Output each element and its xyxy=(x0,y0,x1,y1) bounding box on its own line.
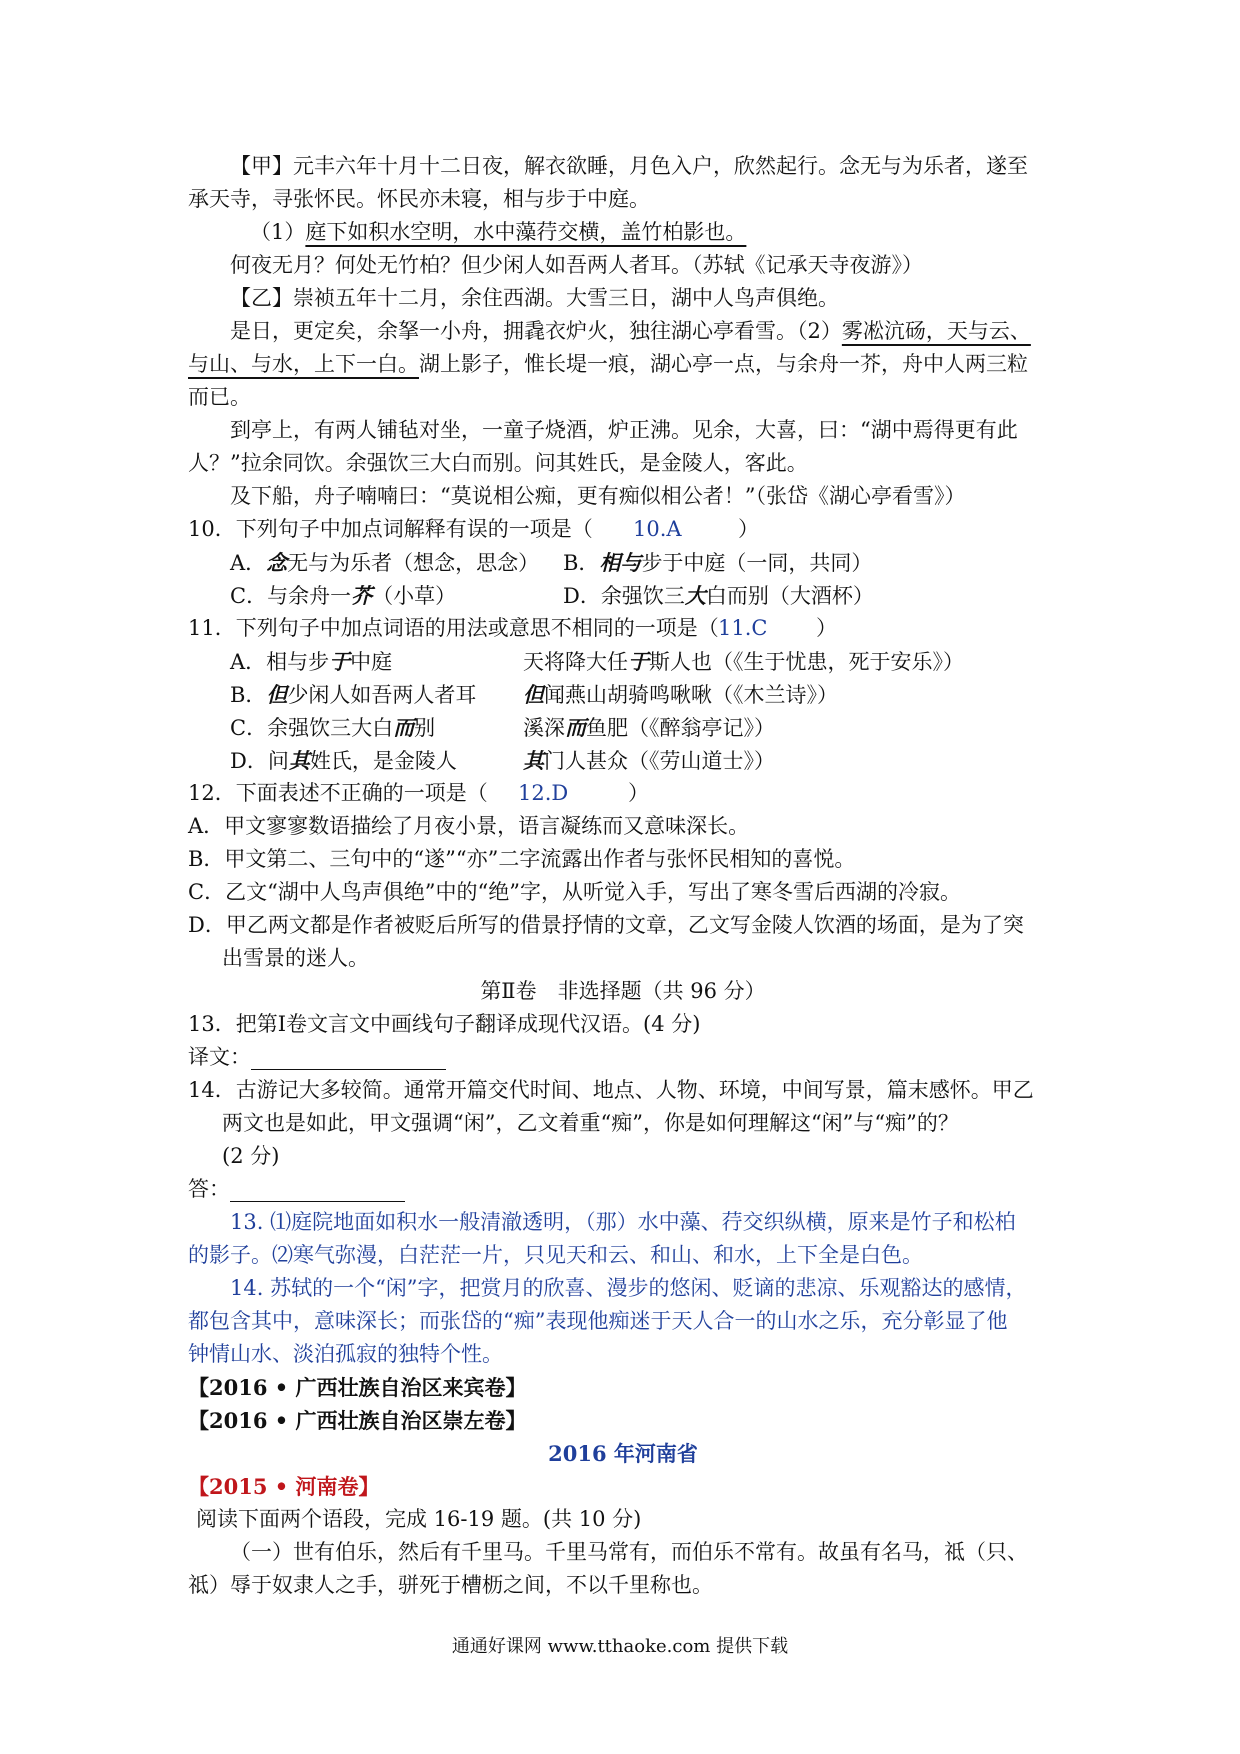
option-text: 步于中庭（一同，共同） xyxy=(641,551,873,575)
question-12-option-b: B．甲文第二、三句中的“遂”“亦”二字流露出作者与张怀民相知的喜悦。 xyxy=(188,847,856,871)
question-11-option-c xyxy=(188,711,1058,744)
question-10-stem xyxy=(188,513,1058,546)
passage-jia-underlined-sentence xyxy=(188,216,1058,249)
option-text: 门人甚众（《劳山道士》） xyxy=(544,749,775,773)
option-text: 别 xyxy=(414,716,436,740)
close-paren: ） xyxy=(628,781,649,805)
passage-yi-line4: 而已。 xyxy=(188,385,251,409)
answer-14-line3: 钟情山水、淡泊孤寂的独特个性。 xyxy=(188,1342,503,1366)
passage-yi-line3 xyxy=(188,348,1058,381)
region-heading-henan-2015: 【2015 • 河南卷】 xyxy=(188,1474,380,1499)
answer-blank[interactable] xyxy=(230,1179,405,1202)
document-body xyxy=(188,150,1058,1602)
henan-intro: 阅读下面两个语段，完成 16-19 题。(共 10 分) xyxy=(196,1507,642,1531)
question-12-option-c: C．乙文“湖中人鸟声俱绝”中的“绝”字，从听觉入手，写出了寒冬雪后西湖的冷寂。 xyxy=(188,880,962,904)
option-text: 天将降大任 xyxy=(523,650,628,674)
underlined-text: 雾凇沆砀，天与云、 xyxy=(841,319,1031,343)
dotted-word: 于 xyxy=(628,649,649,674)
answer-label: 答： xyxy=(188,1177,230,1201)
dotted-word: 而 xyxy=(393,715,415,740)
dotted-word: 相与 xyxy=(599,550,642,575)
answer-key: 10.A xyxy=(633,517,682,541)
passage-yi-line7: 及下船，舟子喃喃曰：“莫说相公痴，更有痴似相公者！”（张岱《湖心亭看雪》） xyxy=(230,484,966,508)
close-paren: ） xyxy=(738,517,759,541)
dotted-word: 而 xyxy=(565,715,586,740)
question-11-option-b xyxy=(188,678,1058,711)
option-d-compare xyxy=(523,744,775,778)
option-text: A．相与步 xyxy=(230,650,330,674)
option-text: 溪深 xyxy=(523,716,565,740)
question-10-options-ab xyxy=(188,546,1058,579)
dotted-word: 其 xyxy=(288,748,310,773)
option-a-compare xyxy=(523,645,964,679)
question-12-option-a: A．甲文寥寥数语描绘了月夜小景，语言凝练而又意味深长。 xyxy=(188,814,750,838)
answer-14-line2: 都包含其中，意味深长；而张岱的“痴”表现他痴迷于天人合一的山水之乐，充分彰显了他 xyxy=(188,1309,1008,1333)
answer-14-line1: 14. 苏轼的一个“闲”字，把赏月的欣喜、漫步的悠闲、贬谪的悲凉、乐观豁达的感情， xyxy=(230,1276,1027,1300)
passage-jia-line2: 承天寺，寻张怀民。怀民亦未寝，相与步于中庭。 xyxy=(188,187,650,211)
answer-13-line2: 的影子。⑵寒气弥漫，白茫茫一片，只见天和云、和山、和水，上下全是白色。 xyxy=(188,1243,923,1267)
passage-yi-line1: 【乙】崇祯五年十二月，余住西湖。大雪三日，湖中人鸟声俱绝。 xyxy=(230,286,839,310)
option-text: 闻燕山胡骑鸣啾啾（《木兰诗》） xyxy=(544,683,838,707)
answer-blank[interactable] xyxy=(251,1047,446,1070)
passage-jia-line1: 【甲】元丰六年十月十二日夜，解衣欲睡，月色入户，欣然起行。念无与为乐者，遂至 xyxy=(230,154,1028,178)
question-11-stem xyxy=(188,612,1058,645)
option-text: D．问 xyxy=(230,749,289,773)
option-text: 斯人也（《生于忧患，死于安乐》） xyxy=(649,650,964,674)
question-12-option-d: D．甲乙两文都是作者被贬后所写的借景抒情的文章，乙文写金陵人饮酒的场面，是为了突 xyxy=(188,913,1024,937)
henan-passage-line2: 祗）辱于奴隶人之手，骈死于槽枥之间，不以千里称也。 xyxy=(188,1573,713,1597)
question-text: 11．下列句子中加点词语的用法或意思不相同的一项是（ xyxy=(188,616,719,640)
page-footer: 通通好课网 www.tthaoke.com 提供下载 xyxy=(451,1636,789,1657)
question-13-answer-line xyxy=(188,1041,1058,1074)
passage-text: 湖上影子，惟长堤一痕，湖心亭一点，与余舟一芥，舟中人两三粒 xyxy=(419,352,1028,376)
answer-key: 11.C xyxy=(718,616,768,640)
option-d xyxy=(563,579,874,613)
question-14-line3: (2 分) xyxy=(222,1144,280,1168)
answer-label: 译文： xyxy=(188,1045,251,1069)
underlined-text: 与山、与水，上下一白。 xyxy=(188,352,419,376)
dotted-word: 大 xyxy=(684,583,706,608)
dotted-word: 但 xyxy=(523,682,544,707)
option-text: 无与为乐者（想念，思念） xyxy=(287,551,540,575)
passage-yi-line6: 人？”拉余同饮。余强饮三大白而别。问其姓氏，是金陵人，客此。 xyxy=(188,451,808,475)
question-text: 12．下面表述不正确的一项是（ xyxy=(188,781,488,805)
answer-13-line1: 13. ⑴庭院地面如积水一般清澈透明，（那）水中藻、荇交织纵横，原来是竹子和松柏 xyxy=(230,1210,1016,1234)
option-text: 白而别（大酒杯） xyxy=(705,584,874,608)
option-text: B． xyxy=(563,551,600,575)
question-11-option-d xyxy=(188,744,1058,777)
dotted-word: 念 xyxy=(266,550,288,575)
region-heading-chongzuo: 【2016 • 广西壮族自治区崇左卷】 xyxy=(188,1408,527,1433)
question-12-stem xyxy=(188,777,1058,810)
passage-yi-line2 xyxy=(188,315,1058,348)
dotted-word: 于 xyxy=(329,649,351,674)
option-text: D．余强饮三 xyxy=(563,584,685,608)
option-text: C．与余舟一 xyxy=(230,584,352,608)
section-heading: 第Ⅱ卷 非选择题（共 96 分） xyxy=(480,979,766,1003)
region-heading-laibin: 【2016 • 广西壮族自治区来宾卷】 xyxy=(188,1375,527,1400)
answer-key: 12.D xyxy=(518,781,569,805)
question-14-line2: 两文也是如此，甲文强调“闲”，乙文着重“痴”，你是如何理解这“闲”与“痴”的？ xyxy=(222,1111,959,1135)
option-text: C．余强饮三大白 xyxy=(230,716,394,740)
passage-yi-line5: 到亭上，有两人铺毡对坐，一童子烧酒，炉正沸。见余，大喜，曰：“湖中焉得更有此 xyxy=(230,418,1018,442)
sentence-number: （1） xyxy=(250,220,306,244)
option-text: B． xyxy=(230,683,267,707)
henan-passage-line1: （一）世有伯乐，然后有千里马。千里马常有，而伯乐不常有。故虽有名马，祗（只、 xyxy=(230,1540,1028,1564)
question-14-line1: 14．古游记大多较简。通常开篇交代时间、地点、人物、环境，中间写景，篇末感怀。甲乙 xyxy=(188,1078,1034,1102)
dotted-word: 但 xyxy=(266,682,288,707)
dotted-word: 其 xyxy=(523,748,544,773)
question-text: 10．下列句子中加点词解释有误的一项是（ xyxy=(188,517,593,541)
option-text: （小草） xyxy=(372,584,457,608)
question-14-answer-line xyxy=(188,1173,1058,1206)
option-b xyxy=(563,546,872,580)
option-b-compare xyxy=(523,678,838,712)
close-paren: ） xyxy=(816,616,837,640)
province-heading: 2016 年河南省 xyxy=(548,1441,698,1466)
option-text: 鱼肥（《醉翁亭记》） xyxy=(586,716,775,740)
passage-jia-line3: 何夜无月？何处无竹柏？但少闲人如吾两人者耳。（苏轼《记承天寺夜游》） xyxy=(230,253,923,277)
option-text: A． xyxy=(230,551,267,575)
option-text: 少闲人如吾两人者耳 xyxy=(287,683,477,707)
dotted-word: 芥 xyxy=(351,583,373,608)
question-12-option-d-cont: 出雪景的迷人。 xyxy=(222,946,369,970)
option-text: 姓氏，是金陵人 xyxy=(309,749,457,773)
option-text: 中庭 xyxy=(350,650,393,674)
question-11-option-a xyxy=(188,645,1058,678)
question-10-options-cd xyxy=(188,579,1058,612)
passage-text: 是日，更定矣，余拏一小舟，拥毳衣炉火，独往湖心亭看雪。（2） xyxy=(230,319,842,343)
option-c-compare xyxy=(523,711,775,745)
question-13-stem: 13．把第Ⅰ卷文言文中画线句子翻译成现代汉语。(4 分) xyxy=(188,1012,701,1036)
underlined-text: 庭下如积水空明，水中藻荇交横，盖竹柏影也。 xyxy=(305,220,747,244)
